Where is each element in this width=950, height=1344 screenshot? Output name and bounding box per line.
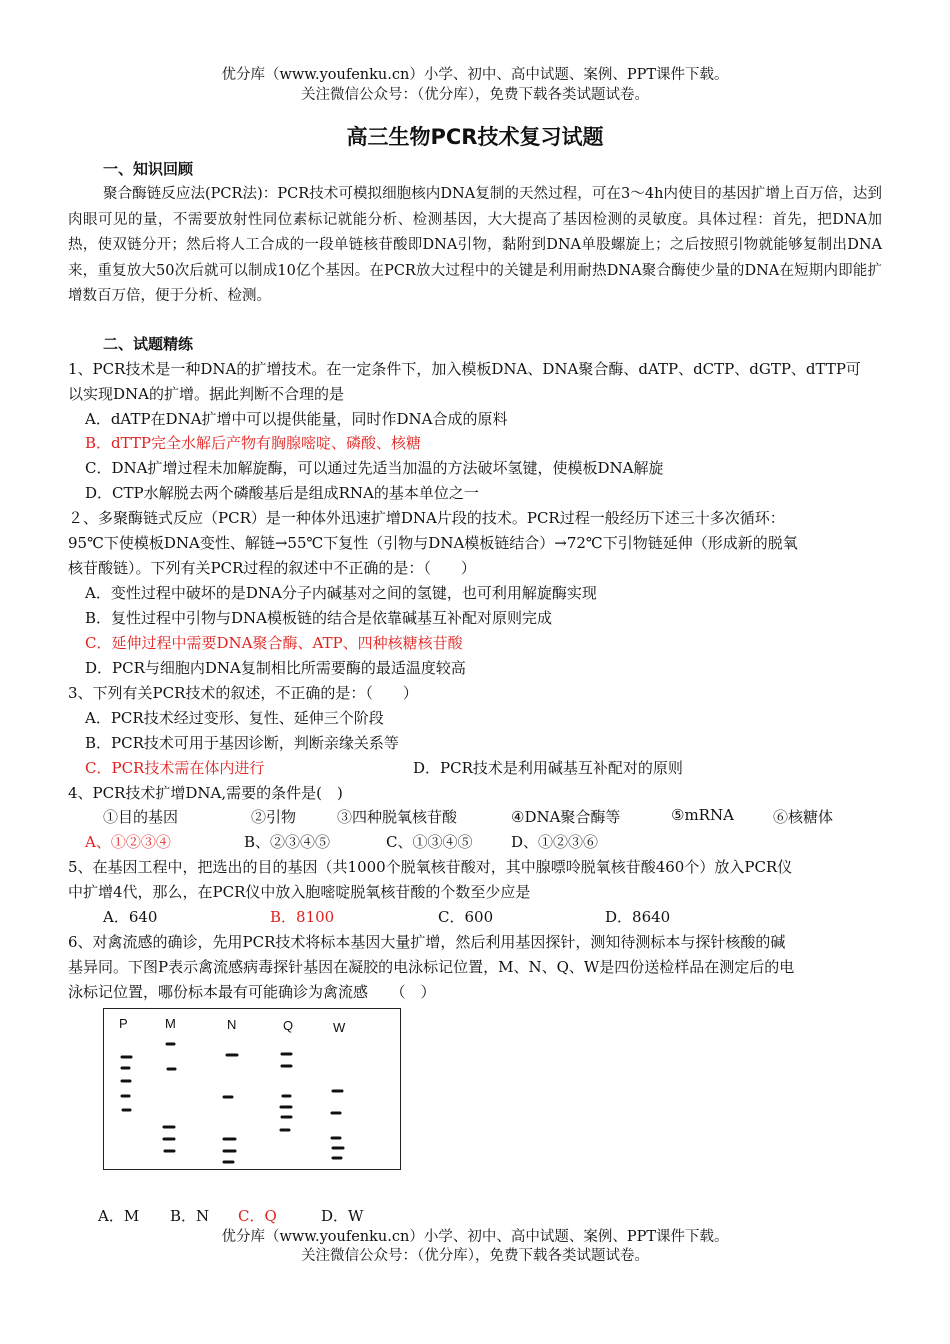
q3-option-b: B．PCR技术可用于基因诊断，判断亲缘关系等 [85,734,399,752]
q6-option-a: A．M [98,1207,140,1225]
lane-label-w: W [333,1020,346,1035]
q1-option-a: A．dATP在DNA扩增中可以提供能量，同时作DNA合成的原料 [85,410,508,428]
q2-option-a: A．变性过程中破坏的是DNA分子内碱基对之间的氢键，也可利用解旋酶实现 [85,584,597,602]
section-heading-review: 一、知识回顾 [103,160,194,178]
page-title: 高三生物PCR技术复习试题 [346,125,604,149]
q5-stem-line-2: 中扩增4代，那么，在PCR仪中放入胞嘧啶脱氧核苷酸的个数至少应是 [68,883,531,901]
q4-option-b: B、②③④⑤ [244,833,331,851]
electrophoresis-gel-figure [103,1008,401,1170]
q3-option-a: A．PCR技术经过变形、复性、延伸三个阶段 [85,709,384,727]
q4-item: ⑥核糖体 [773,808,834,826]
q2-stem-line-2: 95℃下使模板DNA变性、解链→55℃下复性（引物与DNA模板链结合）→72℃下引物链延伸（形成新的脱氧 [68,534,798,552]
q2-stem-line-3: 核苷酸链）。下列有关PCR过程的叙述中不正确的是：（ ） [68,559,476,577]
q4-item: ④DNA聚合酶等 [511,808,621,826]
q6-stem-line-2: 基异同。下图P表示禽流感病毒探针基因在凝胶的电泳标记位置，M、N、Q、W是四份送检样品在测定后的电 [68,958,795,976]
section-heading-practice: 二、试题精练 [103,335,194,353]
q4-option-a-answer: A、①②③④ [85,833,171,851]
q6-option-b: B．N [170,1207,210,1225]
q1-stem-line-2: 以实现DNA的扩增。据此判断不合理的是 [68,385,344,403]
q2-option-c-answer: C．延伸过程中需要DNA聚合酶、ATP、四种核糖核苷酸 [85,634,463,652]
q4-option-c: C、①③④⑤ [386,833,473,851]
lane-label-q: Q [283,1018,294,1033]
q2-option-b: B．复性过程中引物与DNA模板链的结合是依靠碱基互补配对原则完成 [85,609,553,627]
q4-option-d: D、①②③⑥ [511,833,599,851]
lane-label-p: P [119,1016,128,1031]
q3-option-d: D．PCR技术是利用碱基互补配对的原则 [413,759,683,777]
q6-stem-line-3: 泳标记位置，哪份标本最有可能确诊为禽流感 （ ） [68,983,436,1001]
header-line-1: 优分库（www.youfenku.cn）小学、初中、高中试题、案例、PPT课件下载。 [221,67,729,83]
gel-bands [104,1009,400,1169]
q6-option-d: D．W [321,1207,364,1225]
q5-stem-line-1: 5、在基因工程中，把选出的目的基因（共1000个脱氧核苷酸对，其中腺嘌呤脱氧核苷酸460个）放入PCR仪 [68,858,793,876]
q1-option-d: D．CTP水解脱去两个磷酸基后是组成RNA的基本单位之一 [85,484,479,502]
q3-stem: 3、下列有关PCR技术的叙述，不正确的是：（ ） [68,684,418,702]
q5-option-a: A．640 [103,908,158,926]
q4-item: ①目的基因 [103,808,179,826]
q2-option-d: D．PCR与细胞内DNA复制相比所需要酶的最适温度较高 [85,659,466,677]
footer-line-2: 关注微信公众号：（优分库），免费下载各类试题试卷。 [301,1248,649,1264]
q5-option-c: C．600 [438,908,494,926]
q4-item: ②引物 [251,808,297,826]
footer-line-1: 优分库（www.youfenku.cn）小学、初中、高中试题、案例、PPT课件下载。 [221,1229,729,1245]
lane-label-n: N [227,1017,237,1032]
q6-stem-line-1: 6、对禽流感的确诊，先用PCR技术将标本基因大量扩增，然后利用基因探针，测知待测标本与探针核酸的碱 [68,933,786,951]
q1-option-c: C．DNA扩增过程未加解旋酶，可以通过先适当加温的方法破坏氢键，使模板DNA解旋 [85,459,664,477]
q2-stem-line-1: ２、多聚酶链式反应（PCR）是一种体外迅速扩增DNA片段的技术。PCR过程一般经历下述三十多次循环： [68,509,785,527]
q4-stem: 4、PCR技术扩增DNA,需要的条件是( ) [68,784,343,802]
q1-stem-line-1: 1、PCR技术是一种DNA的扩增技术。在一定条件下，加入模板DNA、DNA聚合酶、dATP、dCTP、dGTP、dTTP可 [68,360,861,378]
header-line-2: 关注微信公众号：（优分库），免费下载各类试题试卷。 [301,87,649,103]
q4-item: ③四种脱氧核苷酸 [337,808,458,826]
q1-option-b-answer: B．dTTP完全水解后产物有胸腺嘧啶、磷酸、核糖 [85,434,422,452]
q6-option-c-answer: C．Q [238,1207,277,1225]
lane-label-m: M [165,1016,176,1031]
q3-option-c-answer: C．PCR技术需在体内进行 [85,759,265,777]
q4-item: ⑤mRNA [671,806,734,824]
q5-option-b-answer: B．8100 [270,908,335,926]
q5-option-d: D．8640 [605,908,671,926]
review-paragraph: 聚合酶链反应法(PCR法)：PCR技术可模拟细胞核内DNA复制的天然过程，可在3～4h内使目的基因扩增上百万倍，达到肉眼可见的量，不需要放射性同位素标记就能分析、检测基因，大大提高了基因检测的灵敏度。具体过程：首先，把DNA加热，使双链分开；然后将人工合成的一段单链核苷酸即DNA引物，黏附到DNA单股螺旋上；之后按照引物就能够复制出DNA来，重复放大50次后就可以制成10亿个基因。在PCR放大过程中的关键是利用耐热DNA聚合酶使少量的DNA在短期内即能扩增数百万倍，便于分析、检测。 [68,186,882,305]
